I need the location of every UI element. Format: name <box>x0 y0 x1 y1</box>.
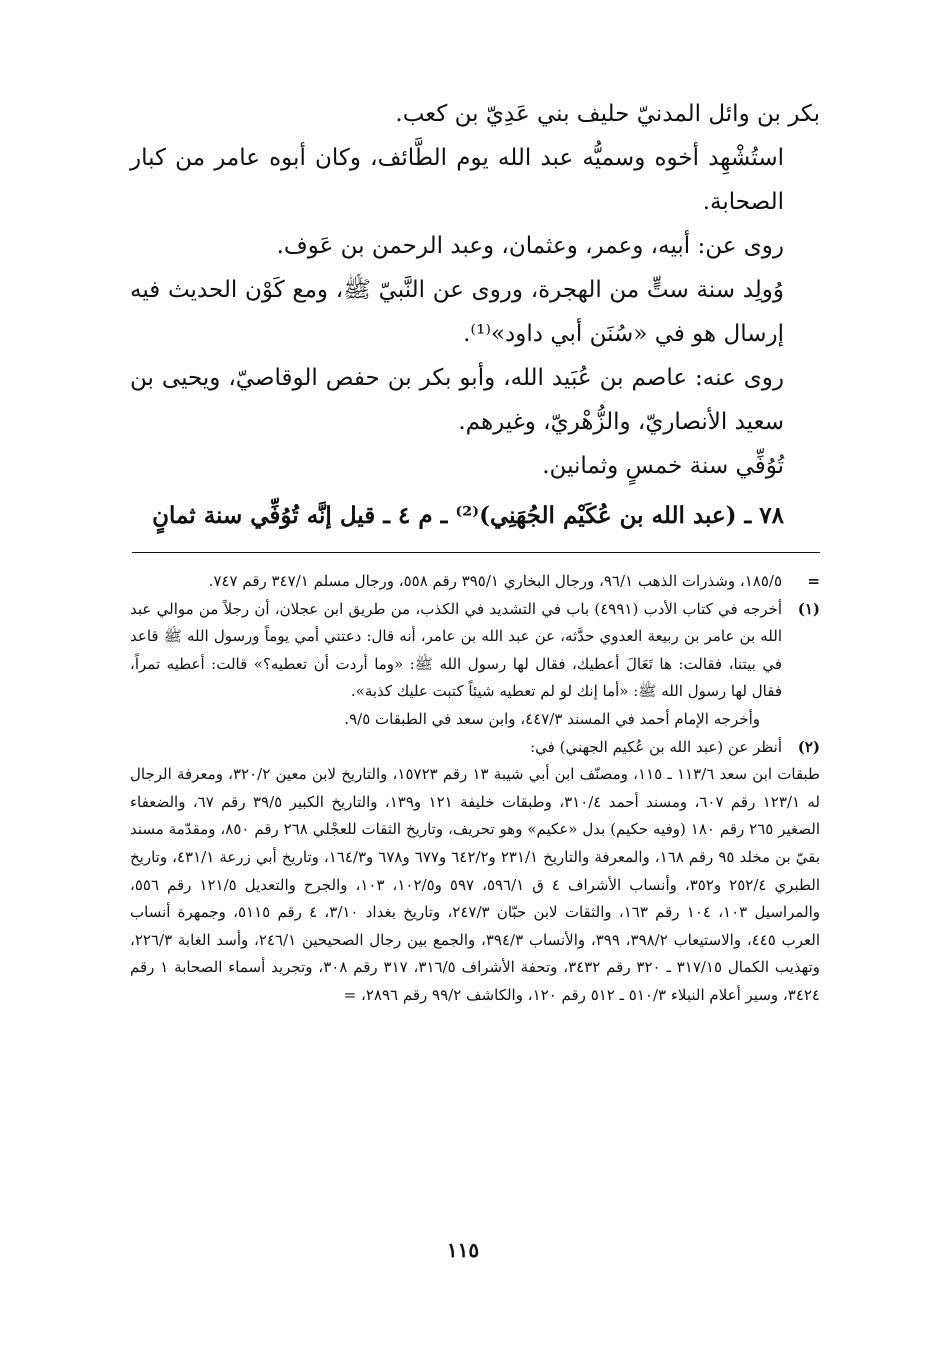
footnote-continuation-text: ١٨٥/٥، وشذرات الذهب ٩٦/١، ورجال البخاري ٣٩٥/١ رقم ٥٥٨، ورجال مسلم ٣٤٧/١ رقم ٧٤٧. <box>208 572 782 590</box>
footnote-2-text: أنظر عن (عبد الله بن عُكيم الجهني) في: <box>530 737 782 756</box>
entry-heading-78: ٧٨ ـ (عبد الله بن عُكَيْم الجُهَنِي)⁽²⁾ ـ م ٤ ـ قيل إنَّه تُوُفِّي سنة ثمانٍ <box>152 502 784 529</box>
page-number: ١١٥ <box>446 1238 480 1262</box>
main-text <box>130 92 820 538</box>
footnote-2-mark: (٢) <box>797 737 820 756</box>
footnote-2 <box>130 734 820 762</box>
main-paragraph-6: تُوُفِّي سنة خمسٍ وثمانين. <box>542 453 784 479</box>
main-paragraph-2: استُشْهِد أخوه وسميُّه عبد الله يوم الطَّائف، وكان أبوه عامر من كبار الصحابة. <box>130 145 784 215</box>
main-paragraph-5: روى عنه: عاصم بن عُبَيد الله، وأبو بكر بن حفص الوقاصيّ، ويحيى بن سعيد الأنصاريّ، والزُّهْريّ، وغيرهم. <box>130 365 784 435</box>
main-paragraph-1: بكر بن وائل المدنيّ حليف بني عَدِيّ بن كعب. <box>395 101 820 127</box>
footnote-1-text-2: وأخرجه الإمام أحمد في المسند ٤٤٧/٣، وابن سعد في الطبقات ٩/٥. <box>344 709 760 728</box>
footnote-1-mark: (١) <box>797 599 820 618</box>
footnote-1 <box>130 596 820 734</box>
footnotes <box>130 568 820 1010</box>
footnote-continuation-mark: = <box>807 572 820 590</box>
footnote-2-sources <box>130 761 820 1009</box>
footnote-divider <box>132 552 820 553</box>
footnote-continuation <box>130 568 820 596</box>
main-paragraph-3: روى عن: أبيه، وعمر، وعثمان، وعبد الرحمن بن عَوف. <box>276 233 784 259</box>
footnote-2-sources-text: طبقات ابن سعد ١١٣/٦ ـ ١١٥، ومصنّف ابن أبي شيبة ١٣ رقم ١٥٧٢٣، والتاريخ لابن معين ٣٢٠/٢، ومعرفة الرجال له ١٢٣/١ رقم ٦٠٧، ومسند أحمد ٣١٠/٤، وطبقات خليفة ١٢١ و١٣٩، والتاريخ الكبير ٣٩/٥ رقم ٦٧، والضعفاء الصغير ٢٦٥ رقم ١٨٠ (وفيه حكيم) بدل «عكيم» وهو تحريف، وتاريخ الثقات للعجْلي ٢٦٨ رقم ٨٥٠، ومقدّمة مسند بقيّ بن مخلد ٩٥ رقم ١٦٨، والمعرفة والتاريخ ٢٣١/١ و٦٤٢/٢ و٦٧٧ و٦٧٨ و١٦٤/٣، وتاريخ أبي زرعة ٤٣١/١، وتاريخ الطبري ٢٥٢/٤ و٣٥٢، وأنساب الأشراف ٤ ق ٥٩٦/١، ٥٩٧ و١٠٢/٥، ١٠٣، والجرح والتعديل ١٢١/٥ رقم ٥٥٦، والمراسيل ١٠٣، ١٠٤ رقم ١٦٣، والثقات لابن حبّان ٢٤٧/٣، وتاريخ بغداد ٣/١٠، ٤ رقم ٥١١٥، وجمهرة أنساب العرب ٤٤٥، والاستيعاب ٣٩٨/٢، ٣٩٩، والأنساب ٣٩٤/٣، والجمع بين رجال الصحيحين ٢٤٦/١، وأسد الغابة ٢٢٦/٣، وتهذيب الكمال ٣١٧/١٥ ـ ٣٢٠ رقم ٣٤٣٢، وتحفة الأشراف ٣١٦/٥، ٣١٧ رقم ٣٠٨، وتجريد أسماء الصحابة ١ رقم ٣٤٢٤، وسير أعلام النبلاء ٥١٠/٣ ـ ٥١٢ رقم ١٢٠، والكاشف ٩٩/٢ رقم ٢٨٩٦، = <box>130 765 821 1004</box>
main-paragraph-4: وُولِد سنة ستٍّ من الهجرة، وروى عن النَّبيّ ﷺ، ومع كَوْن الحديث فيه إرسال هو في «سُنَن أبي داود»⁽¹⁾. <box>130 277 784 347</box>
footnote-1-text: أخرجه في كتاب الأدب (٤٩٩١) باب في التشديد في الكذب، من طريق ابن عجلان، أن رجلاً من موالي عبد الله بن عامر بن ربيعة العدوي حدَّثه، عن عبد الله بن عامر، أنه قال: دعتني أمي يوماً ورسول الله ﷺ قاعد في بيتنا، فقالت: ها تَعَالَ أعطيك، فقال لها رسول الله ﷺ: «وما أردت أن تعطيه؟» قالت: أعطيه تمراً، فقال لها رسول الله ﷺ: «أما إنك لو لم تعطيه شيئاً كتبت عليك كذبة». <box>130 599 782 701</box>
